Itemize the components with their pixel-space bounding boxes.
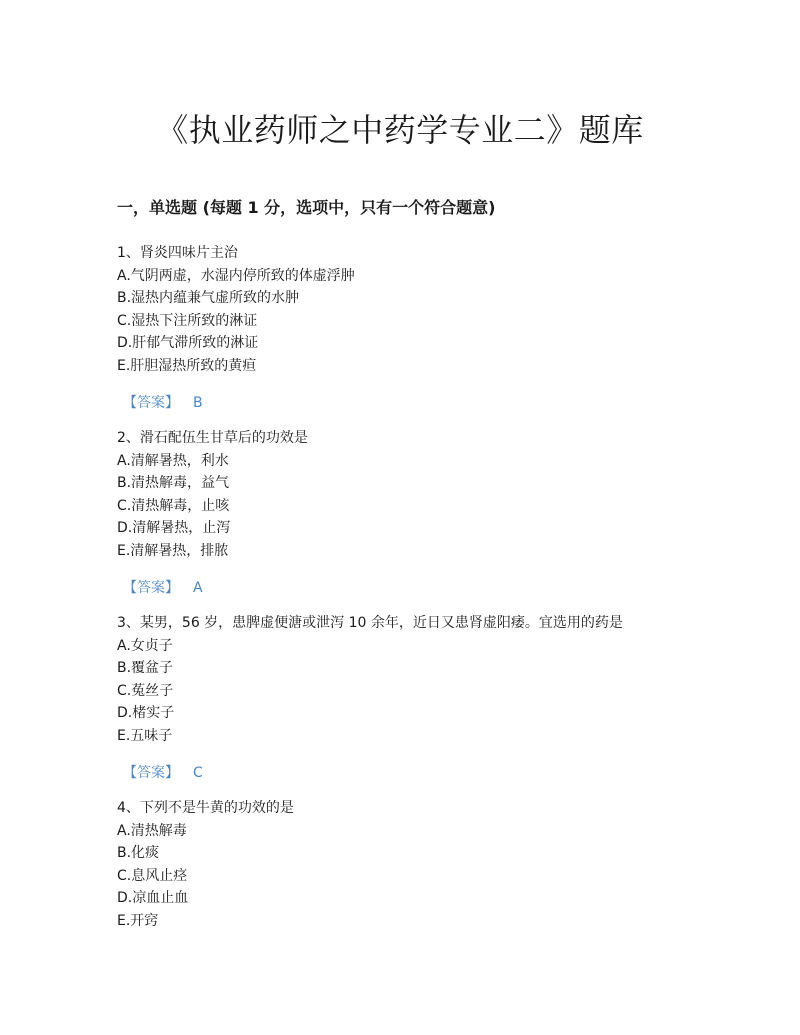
answer-line: [123, 392, 737, 414]
question-2: [117, 427, 737, 599]
option-c: C.菟丝子: [117, 682, 174, 699]
question-stem: 3、某男，56 岁，患脾虚便溏或泄泻 10 余年，近日又患肾虚阳痿。宜选用的药是: [117, 615, 623, 631]
section-heading: 一，单选题 (每题 1 分，选项中，只有一个符合题意): [117, 198, 496, 217]
answer-label: 【答案】: [123, 579, 179, 596]
question-1: [117, 242, 737, 414]
question-3: [117, 612, 737, 784]
question-stem: 4、下列不是牛黄的功效的是: [117, 800, 294, 816]
answer-label: 【答案】: [123, 764, 179, 781]
option-b: B.化痰: [117, 845, 160, 862]
question-4: [117, 797, 737, 933]
option-c: C.息风止痉: [117, 867, 188, 884]
option-e: E.开窍: [117, 912, 159, 929]
answer-value: A: [193, 579, 203, 596]
option-b: B.湿热内蕴兼气虚所致的水肿: [117, 290, 300, 307]
option-c: C.清热解毒，止咳: [117, 497, 230, 514]
option-a: A.女贞子: [117, 637, 173, 654]
option-d: D.楮实子: [117, 705, 175, 722]
answer-value: C: [193, 764, 203, 781]
option-d: D.肝郁气滞所致的淋证: [117, 335, 259, 352]
option-a: A.清解暑热，利水: [117, 452, 229, 469]
option-e: E.五味子: [117, 727, 173, 744]
option-a: A.气阴两虚，水湿内停所致的体虚浮肿: [117, 267, 355, 284]
option-e: E.肝胆湿热所致的黄疸: [117, 357, 257, 374]
option-d: D.凉血止血: [117, 890, 189, 907]
answer-value: B: [193, 394, 203, 411]
question-stem: 1、肾炎四味片主治: [117, 245, 238, 261]
question-stem: 2、滑石配伍生甘草后的功效是: [117, 430, 308, 446]
option-b: B.覆盆子: [117, 660, 174, 677]
option-d: D.清解暑热，止泻: [117, 520, 231, 537]
option-c: C.湿热下注所致的淋证: [117, 312, 258, 329]
option-b: B.清热解毒，益气: [117, 475, 230, 492]
option-a: A.清热解毒: [117, 822, 187, 839]
option-e: E.清解暑热，排脓: [117, 542, 229, 559]
answer-label: 【答案】: [123, 394, 179, 411]
answer-line: [123, 762, 737, 784]
document-title: 《执业药师之中药学专业二》题库: [156, 111, 644, 149]
answer-line: [123, 577, 737, 599]
